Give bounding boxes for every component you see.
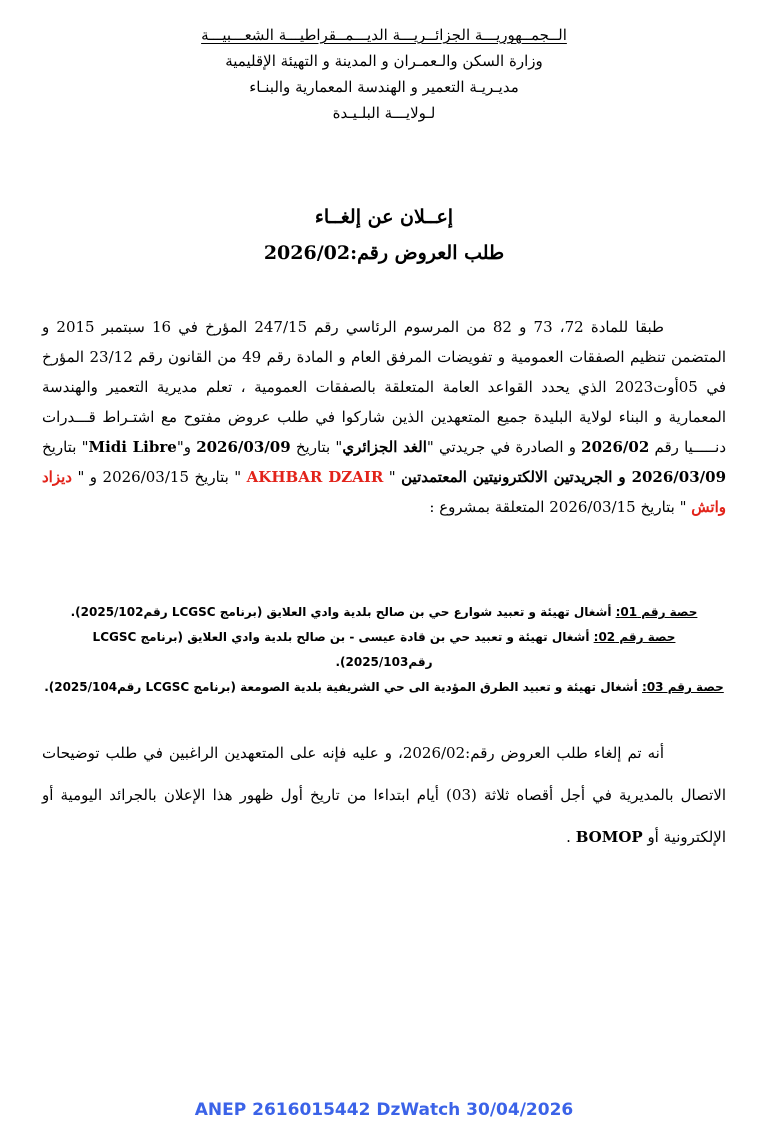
project-label: بمشروع : bbox=[429, 498, 490, 516]
lots-list bbox=[42, 600, 726, 700]
republic-name: الــجمــهوريـــة الجزائــريـــة الديـــمــقراطيـــة الشعـــبيـــة bbox=[201, 26, 567, 44]
body-segment: و الصادرة في جريدتي " bbox=[426, 438, 582, 456]
ministry-name: وزارة السكن والـعمـران و المدينة و التهيئة الإقليمية bbox=[225, 52, 543, 70]
closing-paragraph bbox=[42, 732, 726, 858]
directorate-name: مديـريـة التعمير و الهندسة المعمارية والبنـاء bbox=[249, 78, 519, 96]
lot-label: حصة رقم 01: bbox=[615, 605, 698, 619]
newspaper-name: AKHBAR DZAIR bbox=[246, 468, 384, 486]
title-line-2: طلب العروض رقم:2026/02 bbox=[263, 242, 505, 264]
lot-label: حصة رقم 03: bbox=[642, 680, 724, 694]
body-segment: " بتاريخ 2026/03/15 المتعلقة bbox=[489, 498, 692, 516]
closing-period: . bbox=[566, 828, 576, 846]
document-title bbox=[0, 200, 768, 270]
closing-text: أنه تم إلغاء طلب العروض رقم:2026/02، و عليه فإنه على المتعهدين الراغبين في طلب توضيحات الاتصال بالمديرية في أجل أقصاه ثلاثة (03) أيام ابتداءا من تاريخ أول ظهور هذا الإعلان بالجرائد اليومية أو الإلكترونية أو bbox=[42, 744, 726, 846]
lot-item bbox=[42, 600, 726, 625]
publication-date: 2026/03/09 bbox=[196, 438, 291, 456]
lot-description: أشغال تهيئة و تعبيد حي بن قادة عيسى - بن صالح بلدية وادي العلايق (برنامج LCGSC رقم2025/103). bbox=[92, 630, 594, 669]
bomop-label: BOMOP bbox=[575, 828, 643, 846]
newspaper-name: Midi Libre bbox=[88, 438, 177, 456]
body-segment: " بتاريخ bbox=[290, 438, 343, 456]
lot-label: حصة رقم 02: bbox=[593, 630, 676, 644]
lot-description: أشغال تهيئة و تعبيد شوارع حي بن صالح بلدية وادي العلايق (برنامج LCGSC رقم2025/102). bbox=[70, 605, 616, 619]
newspaper-name: الغد الجزائري bbox=[342, 438, 427, 456]
tender-number: 2026/02 bbox=[581, 438, 650, 456]
lot-item bbox=[42, 675, 726, 700]
wilaya-name: لـولايـــة البلـيـدة bbox=[332, 104, 436, 122]
lot-description: أشغال تهيئة و تعبيد الطرق المؤدية الى حي الشريفية بلدية الصومعة (برنامج LCGSC رقم2025/104). bbox=[44, 680, 642, 694]
lot-item bbox=[42, 625, 726, 675]
title-line-1: إعــلان عن إلغــاء bbox=[314, 206, 454, 228]
publication-date-phrase: 2026/03/09 و الجريدتين الالكترونيتين المعتمدتين bbox=[401, 468, 727, 486]
newspaper-name: ديزاد واتش bbox=[42, 468, 726, 516]
body-segment: طبقا للمادة 72، 73 و 82 من المرسوم الرئاسي رقم 247/15 المؤرخ في 16 سبتمبر 2015 و المتضمن تنظيم الصفقات العمومية و تفويضات المرفق العام و المادة رقم 49 من القانون رقم 23/12 المؤرخ في 05أوت2023 الذي يحدد القواعد العامة المتعلقة بالصفقات العمومية ، تعلم مديرية التعمير والهندسة المعمارية و البناء لولاية البليدة جميع المتعهدين الذين شاركوا في طلب عروض مفتوح مع اشتـراط قـــدرات دنـــــيا رقم bbox=[42, 318, 727, 456]
body-segment: و" bbox=[176, 438, 197, 456]
main-paragraph bbox=[42, 312, 726, 522]
publication-reference: ANEP 2616015442 DzWatch 30/04/2026 bbox=[194, 1100, 574, 1120]
body-segment: " بتاريخ bbox=[42, 438, 89, 456]
body-segment: " بتاريخ 2026/03/15 و " bbox=[71, 468, 247, 486]
body-segment: " bbox=[383, 468, 402, 486]
letterhead bbox=[0, 22, 768, 126]
